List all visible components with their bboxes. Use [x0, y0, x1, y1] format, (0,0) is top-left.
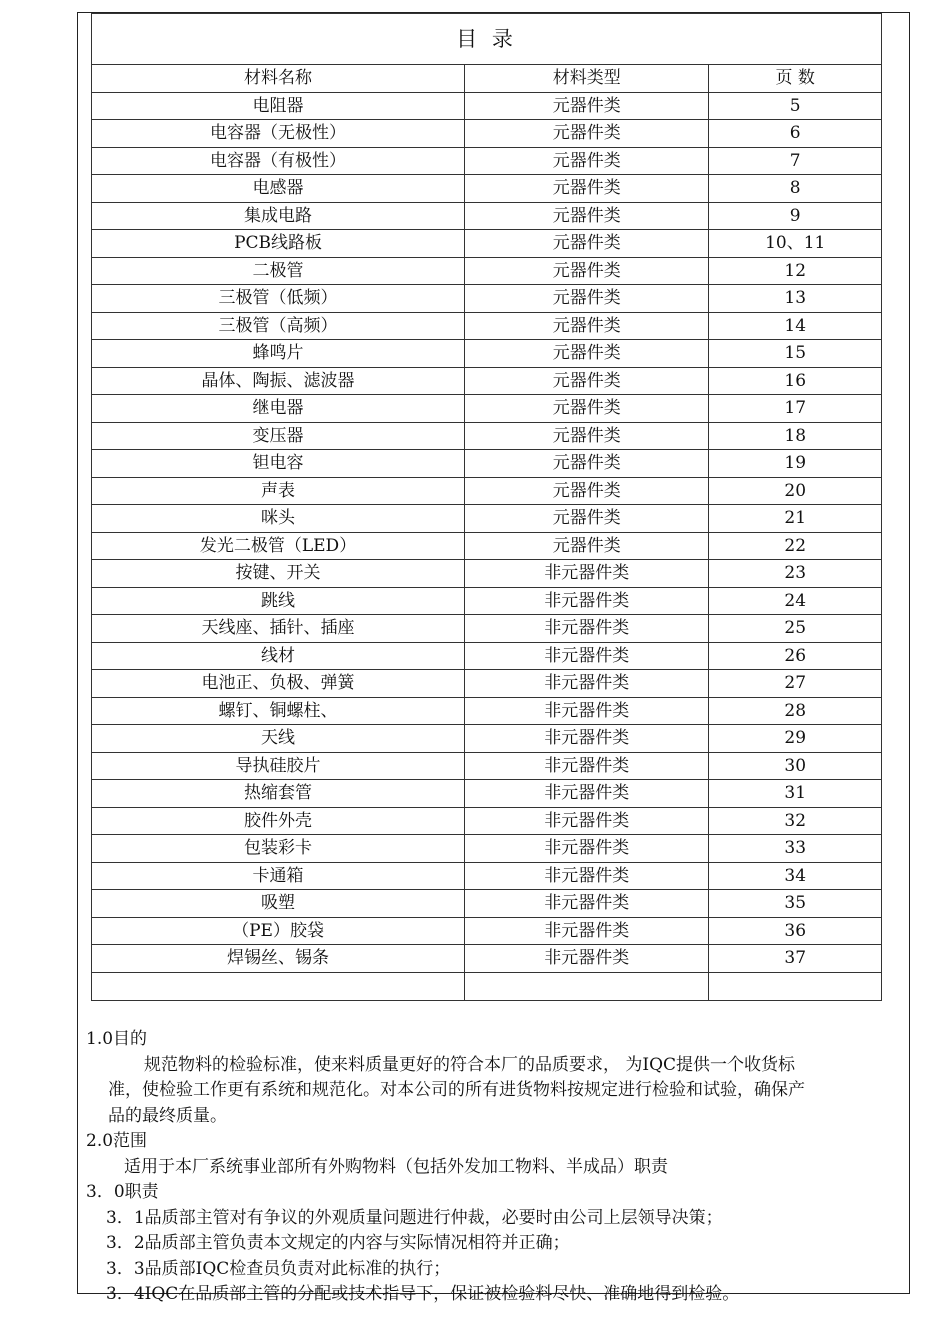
material-name-cell: 吸塑 — [92, 890, 465, 918]
material-name-cell: （PE）胶袋 — [92, 917, 465, 945]
material-type-cell: 元器件类 — [465, 505, 709, 533]
material-type-cell: 元器件类 — [465, 532, 709, 560]
material-type-cell: 元器件类 — [465, 147, 709, 175]
table-row — [92, 395, 882, 423]
material-name-cell: 热缩套管 — [92, 780, 465, 808]
material-name-cell: 电池正、负极、弹簧 — [92, 670, 465, 698]
page-number-cell: 26 — [709, 642, 882, 670]
purpose-line-2: 准，使检验工作更有系统和规范化。对本公司的所有进货物料按规定进行检验和试验，确保产 — [108, 1080, 805, 1100]
material-type-cell: 非元器件类 — [465, 560, 709, 588]
duty-item-2: 3．2品质部主管负责本文规定的内容与实际情况相符并正确； — [106, 1233, 570, 1253]
purpose-heading: 1.0目的 — [86, 1029, 148, 1049]
material-name-cell: 天线座、插针、插座 — [92, 615, 465, 643]
table-row — [92, 450, 882, 478]
table-row — [92, 725, 882, 753]
page-number-cell: 18 — [709, 422, 882, 450]
page-number-cell: 17 — [709, 395, 882, 423]
page-number-cell: 25 — [709, 615, 882, 643]
material-name-cell: 天线 — [92, 725, 465, 753]
table-row — [92, 340, 882, 368]
material-name-cell: 发光二极管（LED） — [92, 532, 465, 560]
page-number-cell: 20 — [709, 477, 882, 505]
material-name-cell: 三极管（高频） — [92, 312, 465, 340]
material-name-cell: 按键、开关 — [92, 560, 465, 588]
material-name-cell: 钽电容 — [92, 450, 465, 478]
scope-text: 适用于本厂系统事业部所有外购物料（包括外发加工物料、半成品）职责 — [124, 1156, 668, 1177]
material-type-cell: 元器件类 — [465, 367, 709, 395]
material-type-cell: 元器件类 — [465, 92, 709, 120]
page-number-cell: 8 — [709, 175, 882, 203]
table-row — [92, 202, 882, 230]
material-type-cell: 非元器件类 — [465, 835, 709, 863]
page-number-cell: 28 — [709, 697, 882, 725]
table-row — [92, 780, 882, 808]
material-name-cell: 声表 — [92, 477, 465, 505]
duty-item-4: 3．4IQC在品质部主管的分配或技术指导下，保证被检验料尽快、准确地得到检验。 — [106, 1284, 740, 1304]
table-row — [92, 477, 882, 505]
toc-title: 目 录 — [92, 14, 882, 65]
header-material-type: 材料类型 — [465, 65, 709, 93]
table-row — [92, 175, 882, 203]
header-page-number: 页 数 — [709, 65, 882, 93]
page-number-cell: 13 — [709, 285, 882, 313]
duty-heading: 3．0职责 — [86, 1182, 159, 1202]
page-number-cell: 30 — [709, 752, 882, 780]
table-row — [92, 917, 882, 945]
page-number-cell: 22 — [709, 532, 882, 560]
page-number-cell: 14 — [709, 312, 882, 340]
material-type-cell: 非元器件类 — [465, 917, 709, 945]
table-row — [92, 890, 882, 918]
material-type-cell: 元器件类 — [465, 477, 709, 505]
page-number-cell: 33 — [709, 835, 882, 863]
page-number-cell: 34 — [709, 862, 882, 890]
page-number-cell: 6 — [709, 120, 882, 148]
material-name-cell: 导执硅胶片 — [92, 752, 465, 780]
material-type-cell: 元器件类 — [465, 175, 709, 203]
material-type-cell: 元器件类 — [465, 230, 709, 258]
page-number-cell: 27 — [709, 670, 882, 698]
material-type-cell: 非元器件类 — [465, 697, 709, 725]
page-number-cell: 15 — [709, 340, 882, 368]
material-type-cell: 元器件类 — [465, 340, 709, 368]
material-name-cell: 集成电路 — [92, 202, 465, 230]
table-row — [92, 642, 882, 670]
table-row — [92, 587, 882, 615]
page-number-cell: 19 — [709, 450, 882, 478]
page-number-cell: 36 — [709, 917, 882, 945]
material-name-cell: 螺钉、铜螺柱、 — [92, 697, 465, 725]
material-name-cell: 胶件外壳 — [92, 807, 465, 835]
page-number-cell: 21 — [709, 505, 882, 533]
table-row — [92, 147, 882, 175]
table-row — [92, 312, 882, 340]
material-name-cell: 电容器（无极性） — [92, 120, 465, 148]
material-name-cell: PCB线路板 — [92, 230, 465, 258]
page-number-cell: 24 — [709, 587, 882, 615]
empty-cell — [465, 972, 709, 1000]
material-type-cell: 非元器件类 — [465, 587, 709, 615]
material-name-cell: 二极管 — [92, 257, 465, 285]
material-type-cell: 元器件类 — [465, 257, 709, 285]
material-type-cell: 非元器件类 — [465, 670, 709, 698]
material-type-cell: 元器件类 — [465, 120, 709, 148]
page-number-cell: 9 — [709, 202, 882, 230]
material-name-cell: 焊锡丝、锡条 — [92, 945, 465, 973]
purpose-line-1: 规范物料的检验标准，使来料质量更好的符合本厂的品质要求， 为IQC提供一个收货标 — [144, 1054, 796, 1075]
material-name-cell: 卡通箱 — [92, 862, 465, 890]
page-number-cell: 31 — [709, 780, 882, 808]
table-row — [92, 835, 882, 863]
material-type-cell: 非元器件类 — [465, 642, 709, 670]
purpose-line-3: 品的最终质量。 — [108, 1105, 227, 1126]
duty-item-3: 3．3品质部IQC检查员负责对此标准的执行； — [106, 1258, 451, 1279]
table-row — [92, 120, 882, 148]
material-type-cell: 非元器件类 — [465, 945, 709, 973]
material-type-cell: 元器件类 — [465, 422, 709, 450]
material-name-cell: 跳线 — [92, 587, 465, 615]
table-row — [92, 807, 882, 835]
material-type-cell: 元器件类 — [465, 395, 709, 423]
table-row — [92, 945, 882, 973]
duty-item-1: 3．1品质部主管对有争议的外观质量问题进行仲裁，必要时由公司上层领导决策； — [106, 1207, 723, 1228]
page-number-cell: 12 — [709, 257, 882, 285]
table-row — [92, 505, 882, 533]
scope-heading: 2.0范围 — [86, 1131, 148, 1151]
table-row-blank — [92, 972, 882, 1000]
material-name-cell: 变压器 — [92, 422, 465, 450]
document-body — [86, 1027, 896, 1308]
table-of-contents — [91, 13, 882, 1001]
material-type-cell: 元器件类 — [465, 312, 709, 340]
table-row — [92, 257, 882, 285]
material-name-cell: 线材 — [92, 642, 465, 670]
header-material-name: 材料名称 — [92, 65, 465, 93]
material-name-cell: 电阻器 — [92, 92, 465, 120]
table-row — [92, 862, 882, 890]
material-type-cell: 元器件类 — [465, 450, 709, 478]
page-number-cell: 10、11 — [709, 230, 882, 258]
material-name-cell: 咪头 — [92, 505, 465, 533]
table-row — [92, 560, 882, 588]
material-name-cell: 蜂鸣片 — [92, 340, 465, 368]
table-row — [92, 92, 882, 120]
page-number-cell: 32 — [709, 807, 882, 835]
empty-cell — [92, 972, 465, 1000]
table-row — [92, 615, 882, 643]
material-type-cell: 元器件类 — [465, 285, 709, 313]
page-number-cell: 16 — [709, 367, 882, 395]
material-type-cell: 非元器件类 — [465, 725, 709, 753]
table-row — [92, 285, 882, 313]
page-frame-right — [909, 12, 910, 1294]
material-name-cell: 包装彩卡 — [92, 835, 465, 863]
table-row — [92, 697, 882, 725]
page-number-cell: 35 — [709, 890, 882, 918]
page-number-cell: 37 — [709, 945, 882, 973]
material-type-cell: 元器件类 — [465, 202, 709, 230]
table-row — [92, 670, 882, 698]
page-number-cell: 29 — [709, 725, 882, 753]
material-type-cell: 非元器件类 — [465, 615, 709, 643]
material-name-cell: 电感器 — [92, 175, 465, 203]
table-row — [92, 367, 882, 395]
page-number-cell: 5 — [709, 92, 882, 120]
material-type-cell: 非元器件类 — [465, 890, 709, 918]
material-type-cell: 非元器件类 — [465, 807, 709, 835]
material-type-cell: 非元器件类 — [465, 780, 709, 808]
material-name-cell: 晶体、陶振、滤波器 — [92, 367, 465, 395]
table-row — [92, 752, 882, 780]
table-row — [92, 230, 882, 258]
material-name-cell: 三极管（低频） — [92, 285, 465, 313]
table-row — [92, 532, 882, 560]
material-type-cell: 非元器件类 — [465, 862, 709, 890]
page-frame-left — [77, 12, 78, 1294]
material-name-cell: 继电器 — [92, 395, 465, 423]
material-name-cell: 电容器（有极性） — [92, 147, 465, 175]
page-number-cell: 23 — [709, 560, 882, 588]
material-type-cell: 非元器件类 — [465, 752, 709, 780]
empty-cell — [709, 972, 882, 1000]
page-number-cell: 7 — [709, 147, 882, 175]
table-row — [92, 422, 882, 450]
